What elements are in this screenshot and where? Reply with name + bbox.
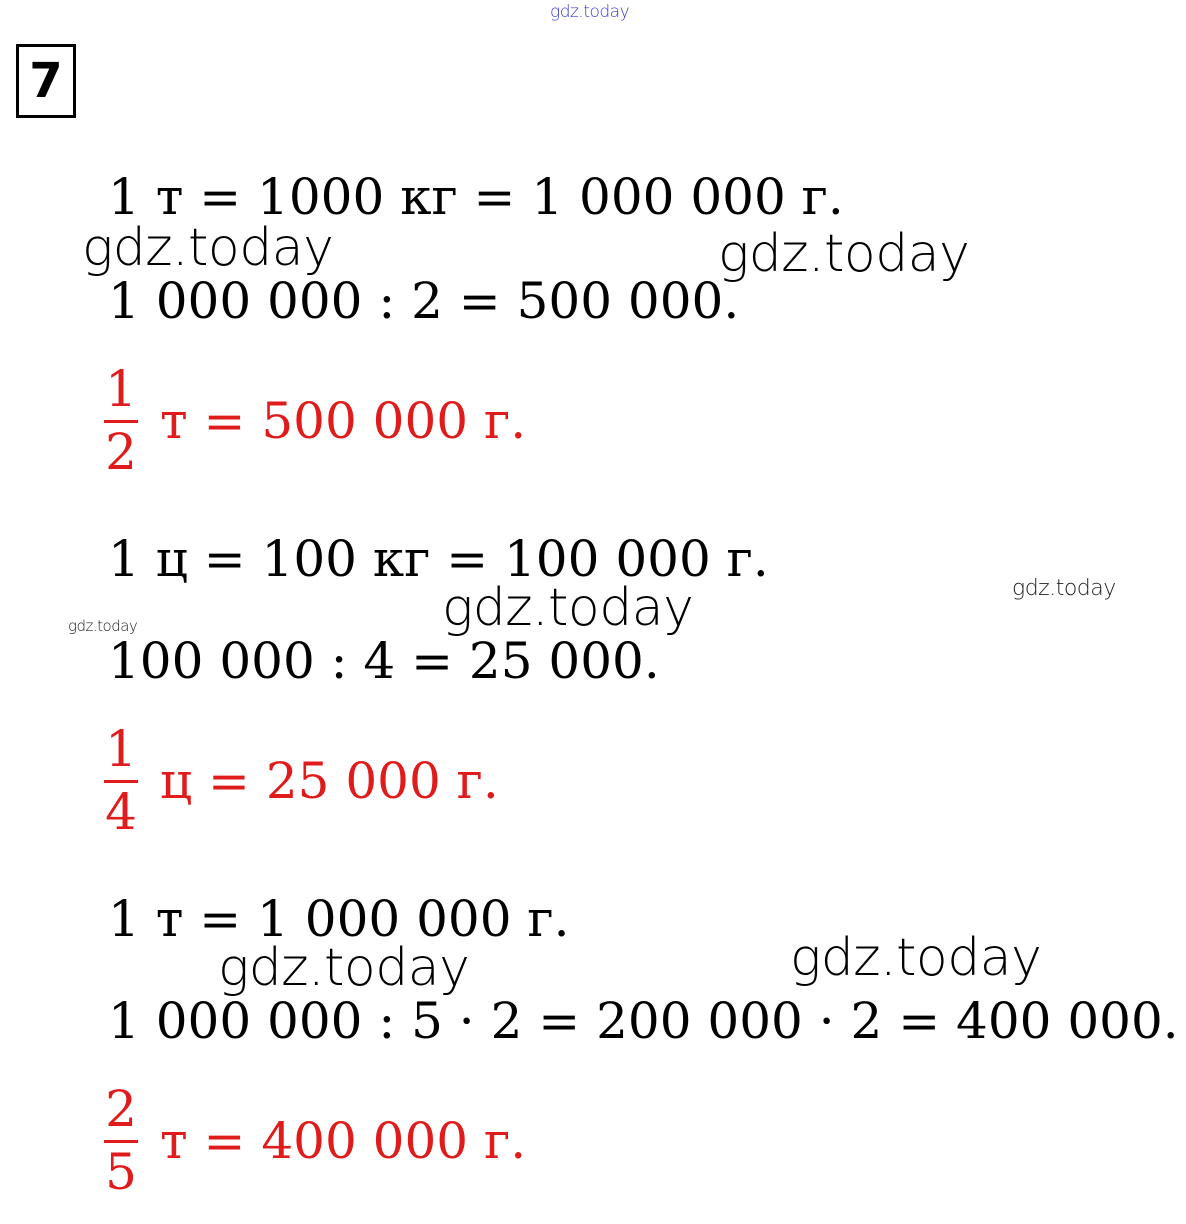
fraction-denominator: 2 <box>105 423 137 481</box>
watermark-1: gdz.today <box>82 218 334 278</box>
fraction-numerator: 1 <box>105 720 137 778</box>
block2-answer-text: ц = 25 000 г. <box>160 751 499 810</box>
watermark-3: gdz.today <box>1012 576 1116 601</box>
watermark-7: gdz.today <box>790 928 1042 988</box>
watermark-6: gdz.today <box>218 938 470 998</box>
watermark-2: gdz.today <box>718 224 970 284</box>
block2-answer <box>104 720 499 841</box>
block2-line1: 1 ц = 100 кг = 100 000 г. <box>108 530 769 588</box>
fraction-numerator: 1 <box>105 360 137 418</box>
watermark-5: gdz.today <box>68 617 138 635</box>
block2-fraction <box>104 720 138 841</box>
block1-line1: 1 т = 1000 кг = 1 000 000 г. <box>108 168 844 226</box>
task-number-box <box>16 44 76 118</box>
fraction-denominator: 4 <box>105 783 137 841</box>
block3-line1: 1 т = 1 000 000 г. <box>108 890 570 948</box>
watermark-4: gdz.today <box>442 578 694 638</box>
block3-answer-text: т = 400 000 г. <box>160 1111 527 1170</box>
block3-line2: 1 000 000 : 5 · 2 = 200 000 · 2 = 400 000. <box>108 992 1179 1050</box>
fraction-numerator: 2 <box>105 1080 137 1138</box>
block2-line2: 100 000 : 4 = 25 000. <box>108 632 660 690</box>
watermark-top: gdz.today <box>550 2 630 22</box>
block1-answer <box>104 360 527 481</box>
fraction-denominator: 5 <box>105 1143 137 1201</box>
task-number: 7 <box>29 53 63 109</box>
block3-answer <box>104 1080 527 1201</box>
block1-answer-text: т = 500 000 г. <box>160 391 527 450</box>
block1-line2: 1 000 000 : 2 = 500 000. <box>108 272 740 330</box>
block3-fraction <box>104 1080 138 1201</box>
block1-fraction <box>104 360 138 481</box>
